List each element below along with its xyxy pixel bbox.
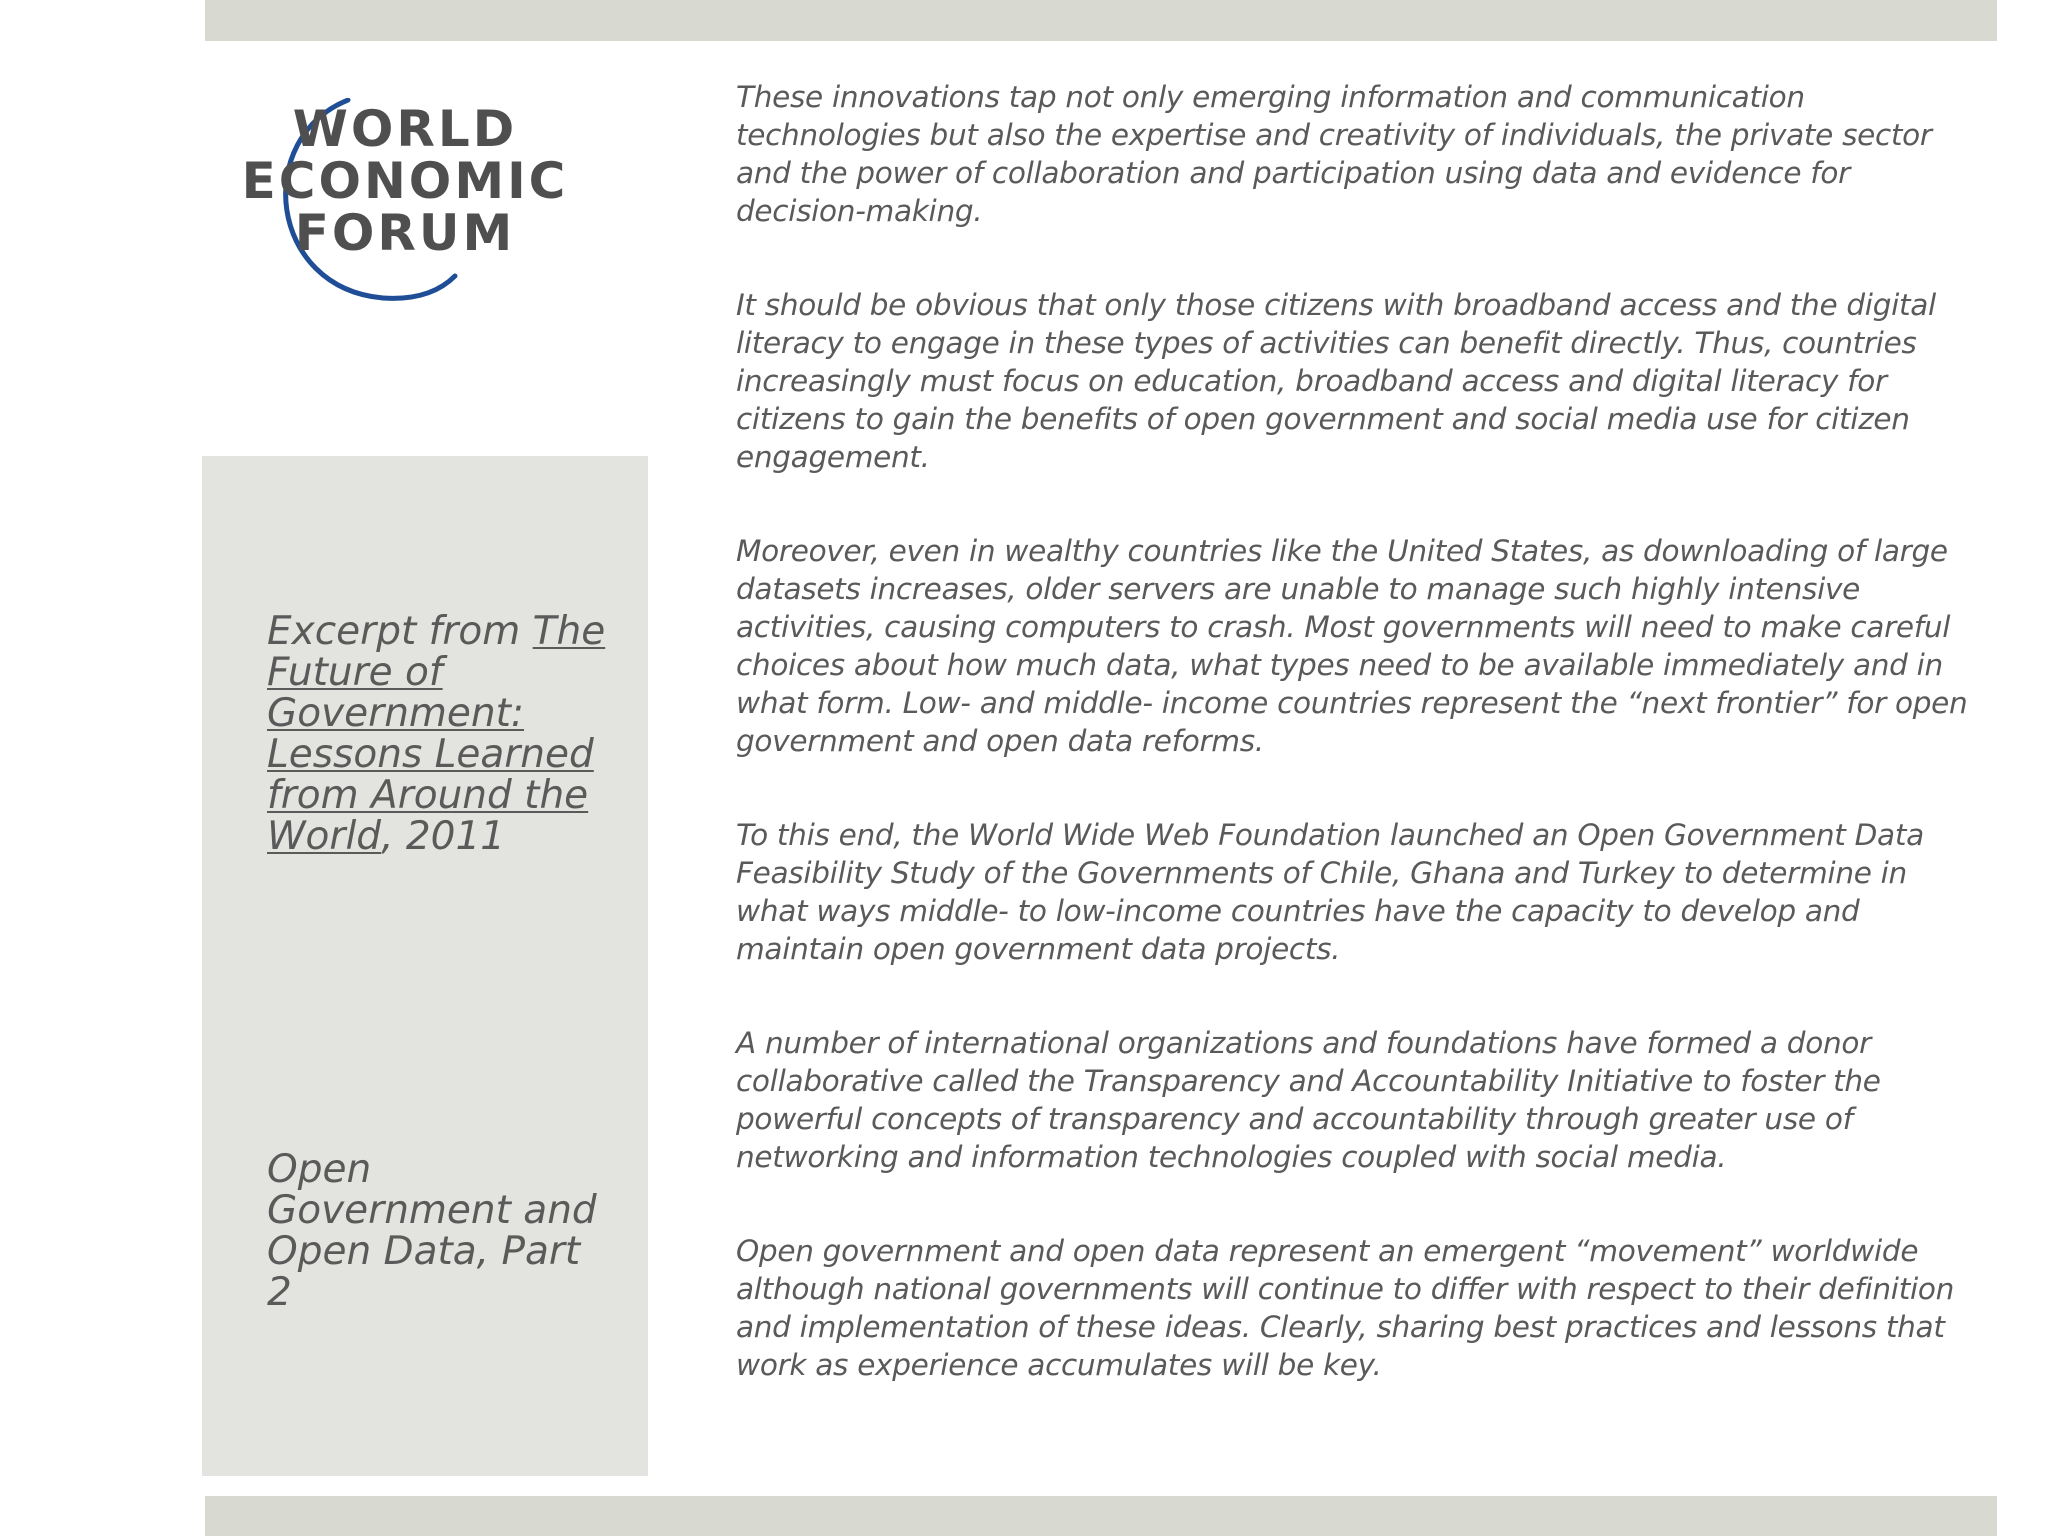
paragraph-3: Moreover, even in wealthy countries like the United States, as downloading of large datasets increases, older servers are unable to manage such highly intensive activities, causing computers to crash. Most governments will need to make careful choices about how much data, what types need to be available immediately and in what form. Low- and middle- income countries represent the “next frontier” for open government and open data reforms. <box>736 534 1968 758</box>
paragraph-6: Open government and open data represent an emergent “movement” worldwide although national governments will continue to differ with respect to their definition and implementation of these ideas. Clearly, sharing best practices and lessons that work as experience accumulates will be key. <box>736 1234 1955 1382</box>
excerpt-year: , 2011 <box>381 814 506 859</box>
main-text-column <box>736 78 1981 1440</box>
paragraph-1: These innovations tap not only emerging information and communication technologies but also the expertise and creativity of individuals, the private sector and the power of collaboration and participation using data and evidence for decision-making. <box>736 80 1932 228</box>
bottom-band <box>205 1496 1997 1536</box>
top-band <box>205 0 1997 41</box>
logo-text-line-2: ECONOMIC <box>241 152 569 210</box>
excerpt-prefix: Excerpt from <box>267 609 533 654</box>
excerpt-citation <box>267 611 607 857</box>
logo-graphic <box>233 98 578 308</box>
logo-text-line-3: FORUM <box>294 204 516 262</box>
book-title-link[interactable]: The Future of Government: Lessons Learned from Around the World <box>267 609 606 859</box>
world-economic-forum-logo <box>233 98 578 308</box>
paragraph-5: A number of international organizations and foundations have formed a donor collaborative called the Transparency and Accountability Initiative to foster the powerful concepts of transparency and accountability through greater use of networking and information technologies coupled with social media. <box>736 1026 1881 1174</box>
logo-text-line-1: WORLD <box>292 100 518 158</box>
paragraph-4: To this end, the World Wide Web Foundation launched an Open Government Data Feasibility Study of the Governments of Chile, Ghana and Turkey to determine in what ways middle- to low-income countries have the capacity to develop and maintain open government data projects. <box>736 818 1924 966</box>
paragraph-2: It should be obvious that only those citizens with broadband access and the digital literacy to engage in these types of activities can benefit directly. Thus, countries increasingly must focus on education, broadband access and digital literacy for citizens to gain the benefits of open government and social media use for citizen engagement. <box>736 288 1936 474</box>
part-title: Open Government and Open Data, Part 2 <box>267 1147 597 1315</box>
sidebar-panel <box>202 456 648 1476</box>
